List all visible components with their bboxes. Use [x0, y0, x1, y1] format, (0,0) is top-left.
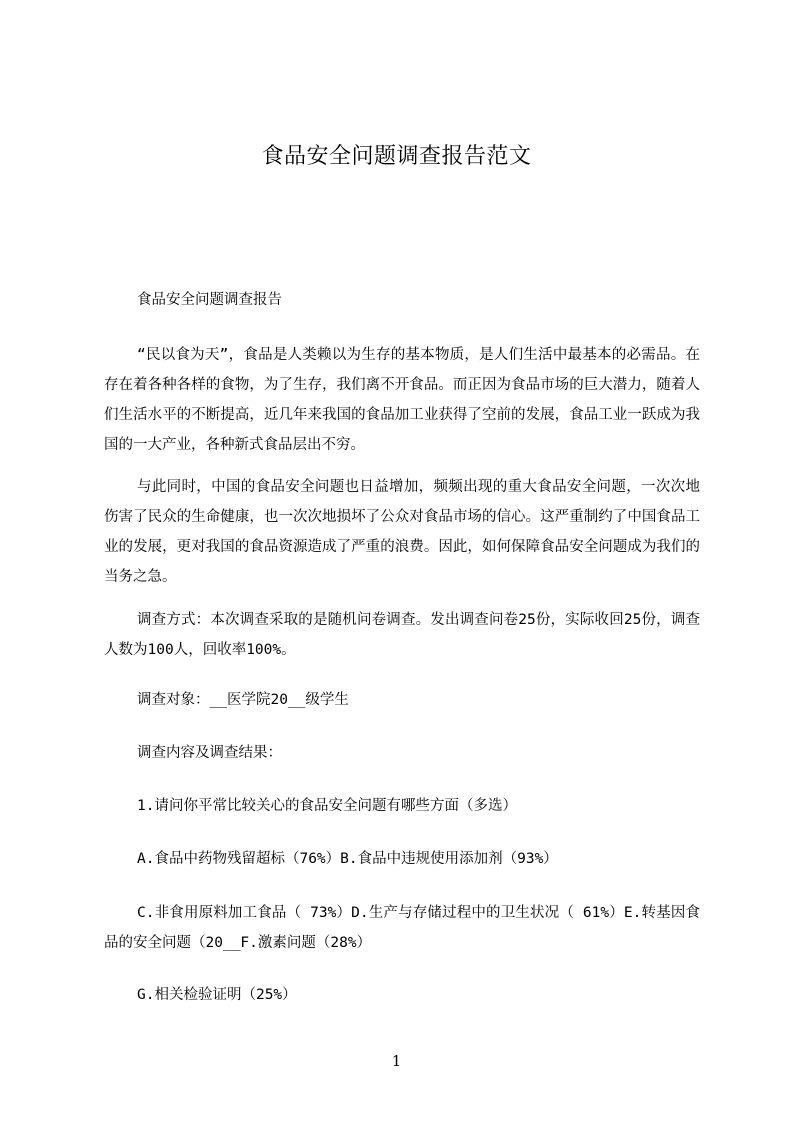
paragraph-problem: 与此同时，中国的食品安全问题也日益增加，频频出现的重大食品安全问题，一次次地伤害了民众的生命健康，也一次次地损坏了公众对食品市场的信心。这严重制约了中国食品工业的发展，更对我国的食品资源造成了严重的浪费。因此，如何保障食品安全问题成为我们的当务之急。: [104, 479, 700, 585]
paragraph-survey-content: 调查内容及调查结果：: [137, 745, 282, 761]
paragraph-intro: “民以食为天”，食品是人类赖以为生存的基本物质，是人们生活中最基本的必需品。在存在着各种各样的食物，为了生存，我们离不开食品。而正因为食品市场的巨大潜力，随着人们生活水平的不断提高，近几年来我国的食品加工业获得了空前的发展，食品工业一跃成为我国的一大产业，各种新式食品层出不穷。: [104, 347, 700, 453]
question-1: 1.请问你平常比较关心的食品安全问题有哪些方面（多选）: [137, 798, 517, 814]
paragraph-survey-target: 调查对象：__医学院20__级学生: [137, 692, 349, 708]
answer-options-ab: A.食品中药物残留超标（76%）B.食品中违规使用添加剂（93%）: [137, 851, 558, 867]
answer-options-cdef: C.非食用原料加工食品（ 73%）D.生产与存储过程中的卫生状况（ 61%）E.转基因食品的安全问题（20__F.激素问题（28%）: [104, 905, 700, 951]
page-number: 1: [391, 1052, 402, 1070]
section-heading: 食品安全问题调查报告: [137, 292, 282, 308]
document-title: 食品安全问题调查报告范文: [261, 144, 532, 169]
paragraph-survey-method: 调查方式：本次调查采取的是随机问卷调查。发出调查问卷25份，实际收回25份，调查人数为100人，回收率100%。: [104, 612, 700, 658]
answer-option-g: G.相关检验证明（25%）: [137, 987, 297, 1003]
